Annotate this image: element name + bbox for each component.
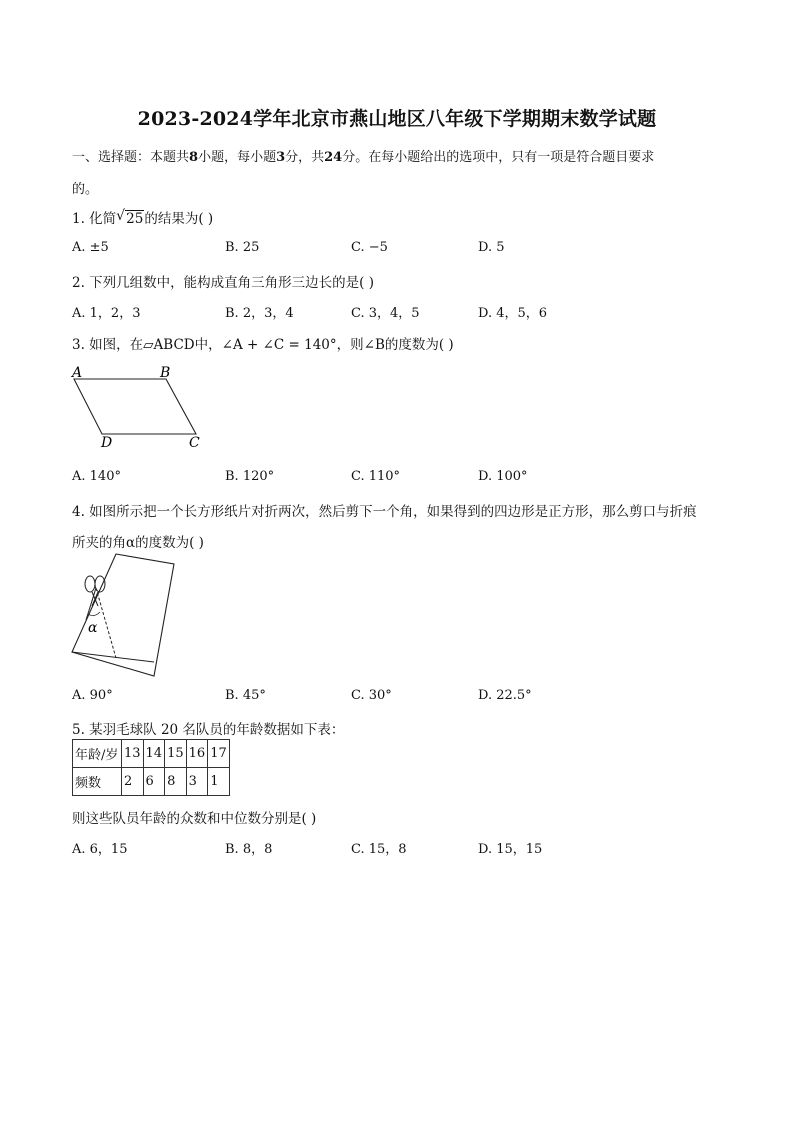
q4-option-c: C. 30° xyxy=(351,688,392,703)
label-alpha: α xyxy=(88,620,98,636)
q1-radicand: 25 xyxy=(126,211,144,227)
fold-edge xyxy=(72,652,154,662)
section-header xyxy=(72,146,654,165)
q1-suffix: 的结果为( ) xyxy=(144,211,214,227)
label-d: D xyxy=(101,435,113,451)
table-cell: 8 xyxy=(165,768,187,796)
table-cell: 6 xyxy=(143,768,165,796)
table-cell: 年龄/岁 xyxy=(73,740,122,768)
q1-option-b: B. 25 xyxy=(225,240,260,255)
q4-option-a: A. 90° xyxy=(72,688,113,703)
section-points: 3 xyxy=(276,150,286,165)
q5-option-b: B. 8，8 xyxy=(225,842,273,857)
section-rest: 分。在每小题给出的选项中，只有一项是符合题目要求 xyxy=(342,150,655,165)
question-5: 5. 某羽毛球队 20 名队员的年龄数据如下表： xyxy=(72,722,345,738)
q1-option-c: C. −5 xyxy=(351,240,388,255)
folded-paper-figure xyxy=(66,548,186,684)
section-total: 24 xyxy=(324,150,343,165)
q2-option-c: C. 3，4，5 xyxy=(351,306,420,321)
table-cell: 15 xyxy=(165,740,187,768)
q4-option-b: B. 45° xyxy=(225,688,266,703)
table-header-row xyxy=(73,740,230,768)
age-frequency-table xyxy=(72,739,230,796)
label-c: C xyxy=(189,435,200,451)
q5-option-a: A. 6，15 xyxy=(72,842,128,857)
q3-option-c: C. 110° xyxy=(351,469,401,484)
table-cell: 1 xyxy=(208,768,230,796)
section-mid2: 分，共 xyxy=(285,150,325,165)
q2-option-d: D. 4，5，6 xyxy=(478,306,548,321)
section-header-end: 的。 xyxy=(72,182,99,197)
page-title: 2023-2024学年北京市燕山地区八年级下学期期末数学试题 xyxy=(137,108,657,130)
cut-line xyxy=(96,588,116,658)
q3-option-b: B. 120° xyxy=(225,469,275,484)
q2-option-b: B. 2，3，4 xyxy=(225,306,294,321)
question-5-prompt: 则这些队员年龄的众数和中位数分别是( ) xyxy=(72,811,317,827)
label-a: A xyxy=(72,365,83,381)
section-mid1: 小题，每小题 xyxy=(198,150,277,165)
q5-option-d: D. 15，15 xyxy=(478,842,543,857)
q1-option-a: A. ±5 xyxy=(72,240,109,255)
parallelogram-figure xyxy=(68,362,208,454)
question-4-line1: 4. 如图所示把一个长方形纸片对折两次，然后剪下一个角，如果得到的四边形是正方形，那么剪口与折痕 xyxy=(72,504,697,520)
q3-option-d: D. 100° xyxy=(478,469,528,484)
table-cell: 13 xyxy=(122,740,144,768)
question-3: 3. 如图，在▱ABCD中，∠A + ∠C = 140°，则∠B的度数为( ) xyxy=(72,337,454,353)
q1-option-d: D. 5 xyxy=(478,240,505,255)
q5-option-c: C. 15，8 xyxy=(351,842,407,857)
question-4-line2: 所夹的角α的度数为( ) xyxy=(72,535,204,551)
table-cell: 3 xyxy=(186,768,208,796)
sqrt-symbol: √ 25 xyxy=(116,208,144,227)
q2-option-a: A. 1，2，3 xyxy=(72,306,141,321)
table-cell: 16 xyxy=(186,740,208,768)
table-cell: 频数 xyxy=(73,768,122,796)
table-row xyxy=(73,768,230,796)
section-label: 一、选择题：本题共 xyxy=(72,150,190,165)
q3-option-a: A. 140° xyxy=(72,469,121,484)
question-2: 2. 下列几组数中，能构成直角三角形三边长的是( ) xyxy=(72,275,374,291)
q4-option-d: D. 22.5° xyxy=(478,688,532,703)
section-count: 8 xyxy=(189,150,199,165)
question-1 xyxy=(72,207,213,227)
q1-prefix: 1. 化简 xyxy=(72,211,117,227)
table-cell: 2 xyxy=(122,768,144,796)
table-cell: 17 xyxy=(208,740,230,768)
table-cell: 14 xyxy=(143,740,165,768)
parallelogram-shape xyxy=(74,379,196,434)
label-b: B xyxy=(160,365,171,381)
